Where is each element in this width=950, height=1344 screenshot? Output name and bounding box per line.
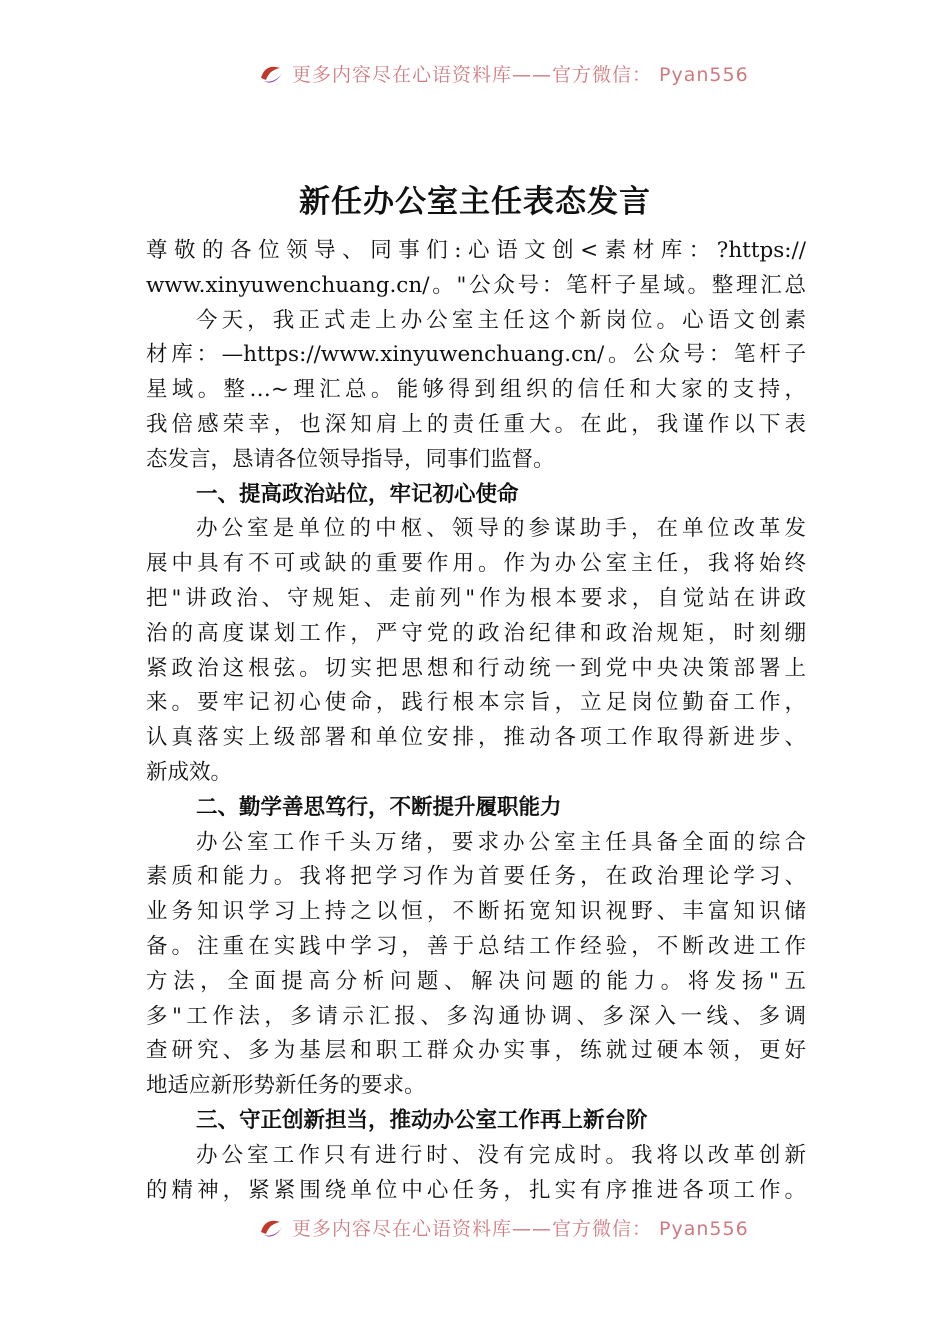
text-line: 多"工作法，多请示汇报、多沟通协调、多深入一线、多调 bbox=[146, 1003, 806, 1029]
text-line: 展中具有不可或缺的重要作用。作为办公室主任，我将始终 bbox=[146, 551, 806, 577]
text-line: 新成效。 bbox=[146, 759, 233, 785]
text-line: 紧政治这根弦。切实把思想和行动统一到党中央决策部署上 bbox=[146, 655, 806, 681]
text-line: 的精神，紧紧围绕单位中心任务，扎实有序推进各项工作。 bbox=[146, 1177, 806, 1203]
text-line: 把"讲政治、守规矩、走前列"作为根本要求，自觉站在讲政 bbox=[146, 585, 806, 611]
text-line: 治的高度谋划工作，严守党的政治纪律和政治规矩，时刻绷 bbox=[146, 620, 806, 646]
text-line: 办公室工作只有进行时、没有完成时。我将以改革创新 bbox=[196, 1142, 806, 1168]
text-line: 地适应新形势新任务的要求。 bbox=[146, 1073, 426, 1099]
text-line: 态发言，恳请各位领导指导，同事们监督。 bbox=[146, 446, 555, 472]
text-line: 业务知识学习上持之以恒，不断拓宽知识视野、丰富知识储 bbox=[146, 899, 806, 925]
text-line: 备。注重在实践中学习，善于总结工作经验，不断改进工作 bbox=[146, 933, 806, 959]
text-line: 星域。整…~理汇总。能够得到组织的信任和大家的支持， bbox=[146, 377, 806, 403]
text-line: 办公室工作千头万绪，要求办公室主任具备全面的综合 bbox=[196, 829, 806, 855]
brand-logo-icon bbox=[258, 63, 284, 85]
footer-watermark-text: 更多内容尽在心语资料库——官方微信： Pyan556 bbox=[292, 1218, 749, 1240]
document-body bbox=[146, 234, 806, 1208]
section-heading: 二、勤学善思笃行，不断提升履职能力 bbox=[196, 794, 562, 820]
header-watermark-banner bbox=[0, 52, 950, 86]
section-heading: 一、提高政治站位，牢记初心使命 bbox=[196, 481, 519, 507]
text-line: 来。要牢记初心使命，践行根本宗旨，立足岗位勤奋工作， bbox=[146, 690, 806, 716]
section-heading: 三、守正创新担当，推动办公室工作再上新台阶 bbox=[196, 1107, 648, 1133]
text-line: www.xinyuwenchuang.cn/。"公众号：笔杆子星域。整理汇总 bbox=[146, 272, 806, 298]
text-line: 认真落实上级部署和单位安排，推动各项工作取得新进步、 bbox=[146, 725, 806, 751]
text-line: 今天，我正式走上办公室主任这个新岗位。心语文创素 bbox=[196, 307, 806, 333]
footer-watermark-banner bbox=[0, 1206, 950, 1240]
header-watermark-text: 更多内容尽在心语资料库——官方微信： Pyan556 bbox=[292, 64, 749, 86]
text-line: 查研究、多为基层和职工群众办实事，练就过硬本领，更好 bbox=[146, 1038, 806, 1064]
text-line: 尊敬的各位领导、同事们:心语文创<素材库：?https:// bbox=[146, 238, 806, 263]
document-title: 新任办公室主任表态发言 bbox=[299, 184, 651, 220]
text-line: 我倍感荣幸，也深知肩上的责任重大。在此，我谨作以下表 bbox=[146, 411, 806, 437]
text-line: 方法，全面提高分析问题、解决问题的能力。将发扬"五 bbox=[146, 968, 806, 994]
text-line: 材库：—https://www.xinyuwenchuang.cn/。公众号：笔杆子 bbox=[146, 342, 806, 368]
text-line: 素质和能力。我将把学习作为首要任务，在政治理论学习、 bbox=[146, 864, 806, 890]
brand-logo-icon bbox=[258, 1217, 284, 1239]
text-line: 办公室是单位的中枢、领导的参谋助手，在单位改革发 bbox=[196, 516, 806, 542]
